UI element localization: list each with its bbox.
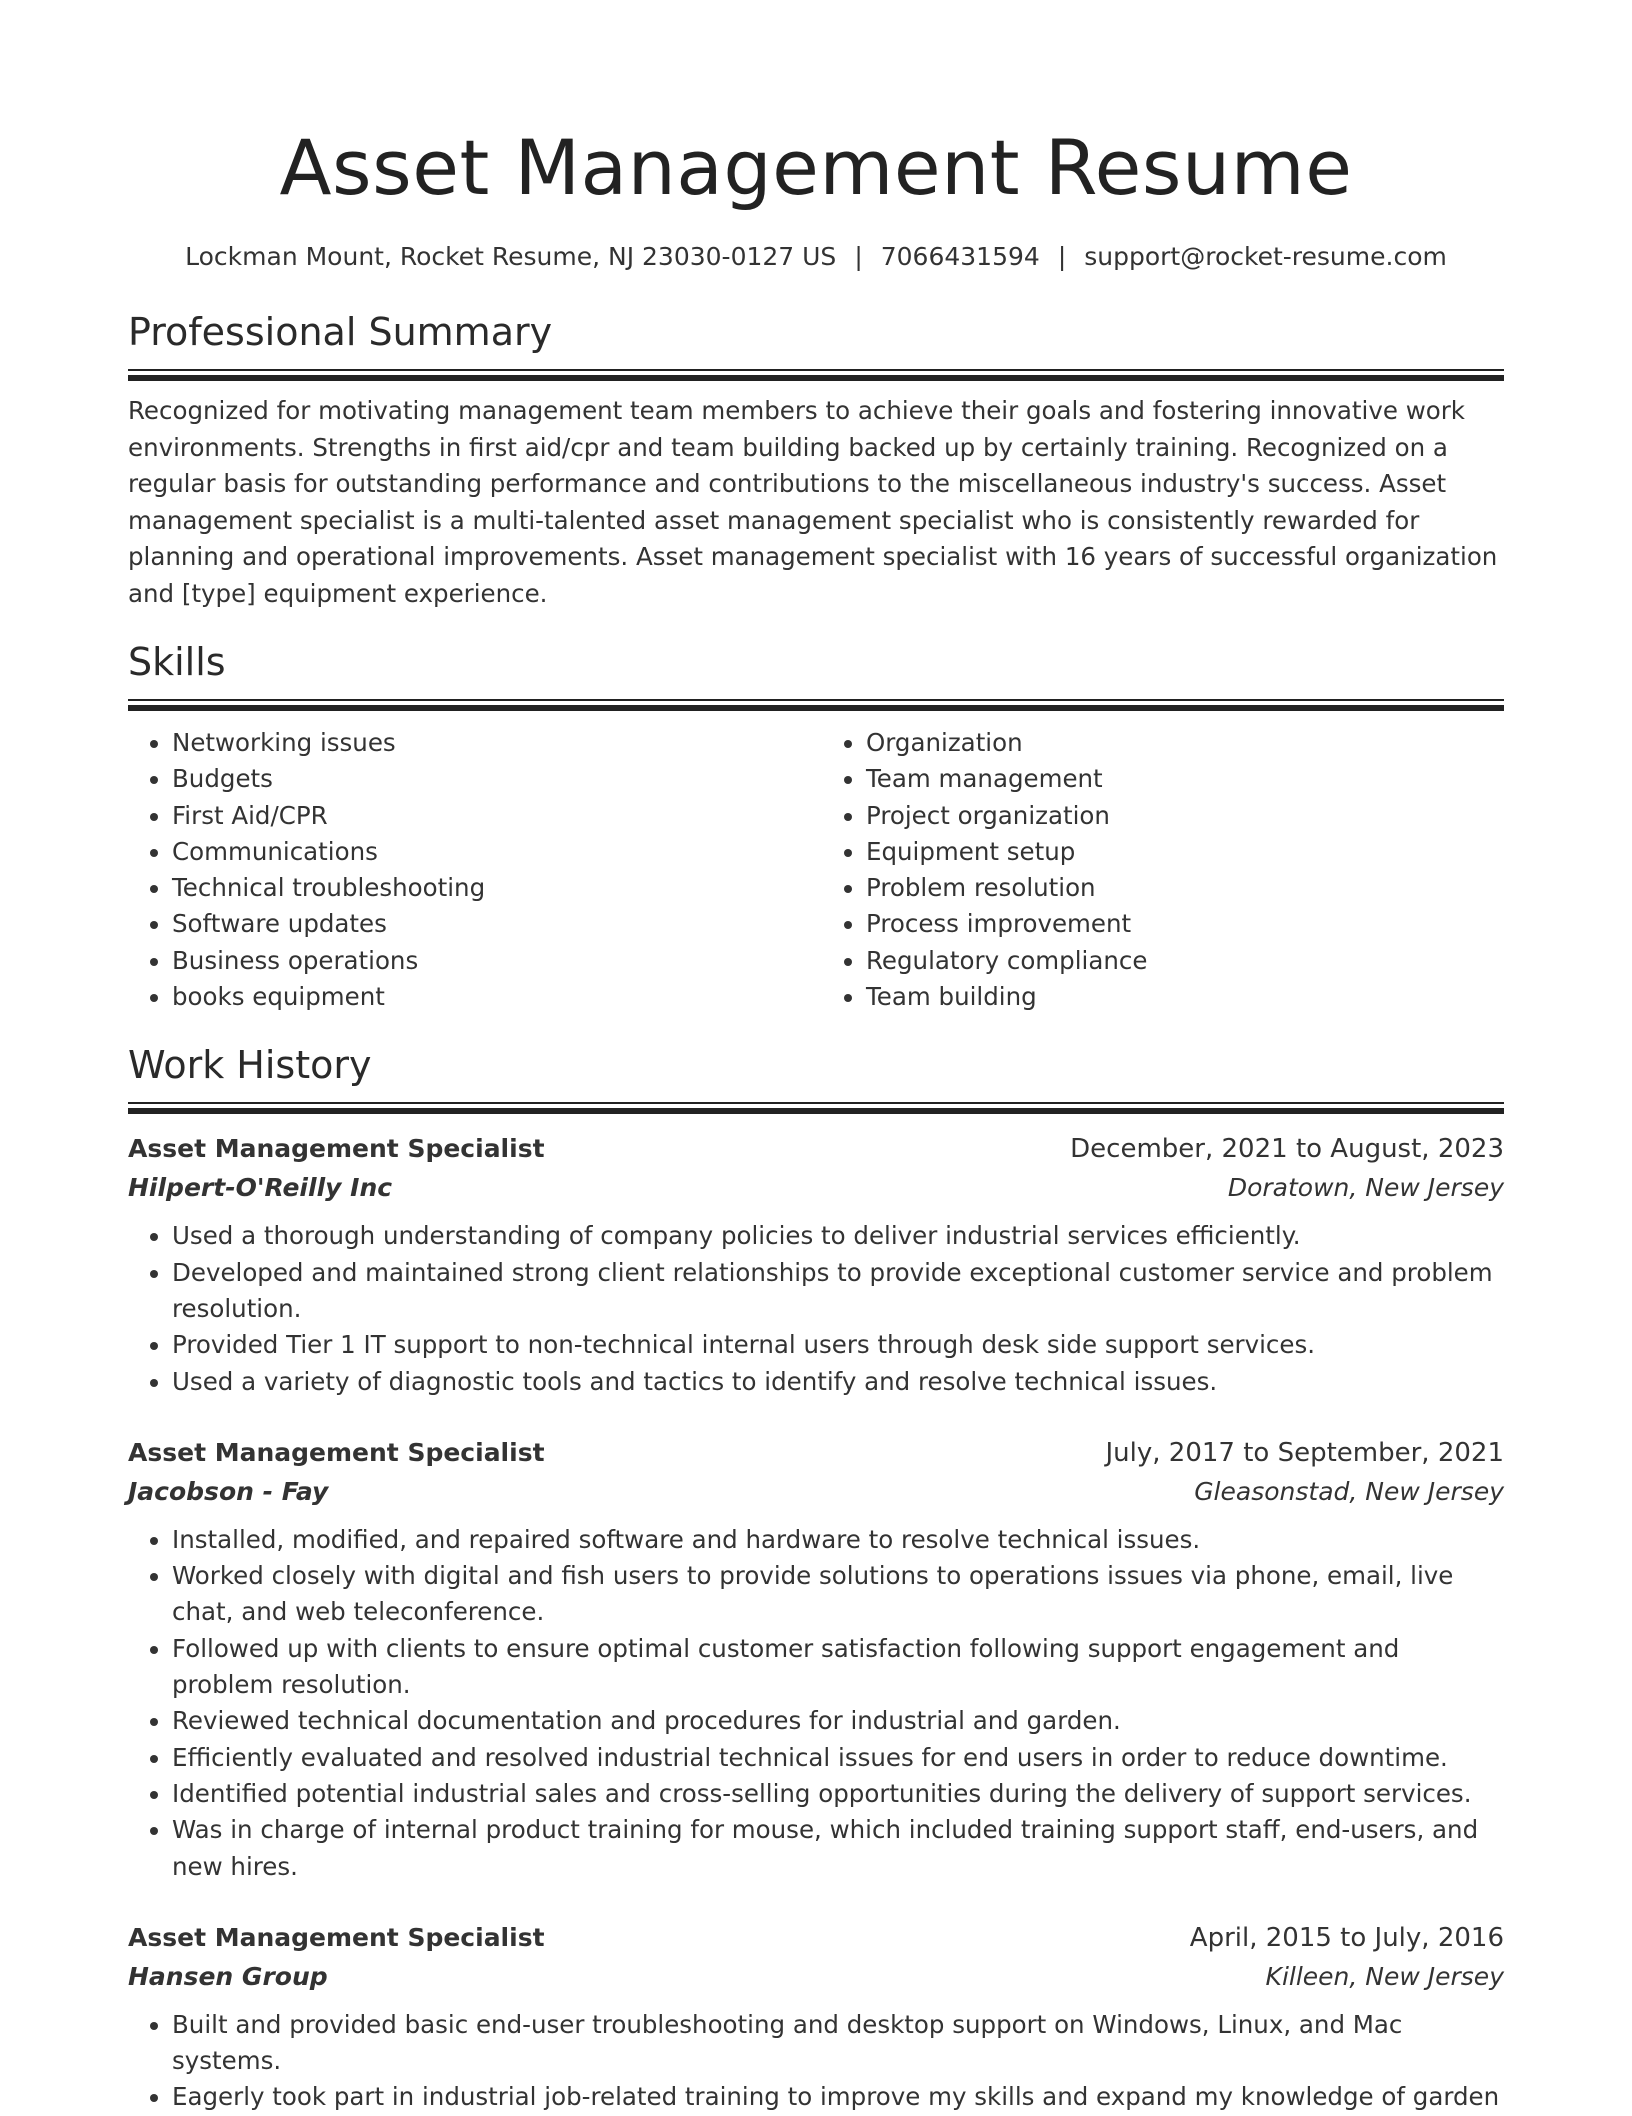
summary-section [128,308,1504,612]
job-company: Jacobson - Fay [128,1476,329,1506]
job-company-row [128,1957,1504,1997]
skill-item: • Networking issues [172,725,816,761]
contact-line [128,240,1504,274]
job-header-row [128,1434,1504,1472]
skill-item: • Budgets [172,761,816,797]
job-title: Asset Management Specialist [128,1134,545,1164]
job-company-row [128,1168,1504,1208]
job-dates: April, 2015 to July, 2016 [1189,1922,1504,1953]
job-bullet: • Built and provided basic end-user troubleshooting and desktop support on Windows, Linux, and Mac systems. [172,2007,1504,2080]
job-bullet: • Followed up with clients to ensure optimal customer satisfaction following support engagement and problem resolution. [172,1631,1504,1704]
job-bullet: • Installed, modified, and repaired software and hardware to resolve technical issues. [172,1522,1504,1558]
section-title-work-history: Work History [128,1043,372,1088]
section-divider [128,699,1504,711]
skill-item: • Communications [172,834,816,870]
skill-item: • Regulatory compliance [866,943,1504,979]
job-entry [128,1434,1504,1885]
email[interactable]: support@rocket-resume.com [1084,242,1447,271]
section-divider [128,1102,1504,1114]
skill-item: • Technical troubleshooting [172,870,816,906]
resume-title: Asset Management Resume [279,123,1353,212]
skill-item: • Project organization [866,798,1504,834]
skills-left-list [128,725,816,1015]
skill-item: • Organization [866,725,1504,761]
separator: | [854,242,863,271]
job-location: Killeen, New Jersey [1265,1961,1504,1991]
skill-item: • books equipment [172,979,816,1015]
job-bullet: • Identified potential industrial sales and cross-selling opportunities during the delivery of support services. [172,1776,1504,1812]
skill-item: • First Aid/CPR [172,798,816,834]
job-dates: December, 2021 to August, 2023 [1070,1134,1504,1165]
job-bullet: • Efficiently evaluated and resolved industrial technical issues for end users in order to reduce downtime. [172,1740,1504,1776]
job-bullets [128,2007,1504,2116]
job-entry [128,1919,1504,2116]
job-company: Hilpert-O'Reilly Inc [128,1173,393,1203]
job-header-row [128,1130,1504,1168]
section-title-summary: Professional Summary [128,310,553,354]
job-bullet: • Was in charge of internal product training for mouse, which included training support staff, end-users, and new hires. [172,1812,1504,1885]
job-company-row [128,1472,1504,1512]
separator: | [1057,242,1067,271]
skills-columns [128,725,1504,1015]
job-spacer [128,1400,1504,1434]
skill-item: • Problem resolution [866,870,1504,906]
skill-item: • Team management [866,761,1504,797]
job-dates: July, 2017 to September, 2021 [1105,1437,1504,1468]
job-title: Asset Management Specialist [128,1922,545,1952]
job-bullet: • Used a thorough understanding of company policies to deliver industrial services efficiently. [172,1218,1504,1254]
job-location: Gleasonstad, New Jersey [1194,1476,1504,1506]
job-header-row [128,1919,1504,1957]
section-title-skills: Skills [128,640,226,684]
summary-text: Recognized for motivating management team members to achieve their goals and fostering innovative work environments. Strengths in first aid/cpr and team building backed up by certainly training. Recognized on a regular basis for outstanding performance and contributions to the miscellaneous industry's success. Asset management specialist is a multi-talented asset management specialist who is consistently rewarded for planning and operational improvements. Asset management specialist with 16 years of successful organization and [type] equipment experience. [128,396,1498,608]
work-history-section [128,1041,1504,2115]
job-location: Doratown, New Jersey [1227,1173,1504,1203]
job-bullet: • Reviewed technical documentation and procedures for industrial and garden. [172,1703,1504,1739]
job-spacer [128,1885,1504,1919]
skill-item: • Business operations [172,943,816,979]
skill-item: • Process improvement [866,906,1504,942]
skill-item: • Equipment setup [866,834,1504,870]
job-bullets [128,1522,1504,1885]
job-bullet: • Developed and maintained strong client relationships to provide exceptional customer service and problem resolution. [172,1255,1504,1328]
skill-item: • Software updates [172,906,816,942]
skills-section [128,638,1504,1015]
resume-page [128,0,1504,2116]
job-title: Asset Management Specialist [128,1437,545,1467]
skills-right-list [816,725,1504,1015]
skill-item: • Team building [866,979,1504,1015]
job-bullet: • Eagerly took part in industrial job-related training to improve my skills and expand my knowledge of garden [172,2079,1504,2115]
job-bullet: • Used a variety of diagnostic tools and tactics to identify and resolve technical issues. [172,1364,1504,1400]
job-bullet: • Worked closely with digital and fish users to provide solutions to operations issues via phone, email, live chat, and web teleconference. [172,1558,1504,1631]
address: Lockman Mount, Rocket Resume, NJ 23030-0127 US [185,242,837,271]
job-bullets [128,1218,1504,1399]
job-company: Hansen Group [128,1961,328,1991]
job-entry [128,1130,1504,1399]
phone: 7066431594 [880,242,1040,271]
section-divider [128,369,1504,381]
job-bullet: • Provided Tier 1 IT support to non-technical internal users through desk side support services. [172,1327,1504,1363]
